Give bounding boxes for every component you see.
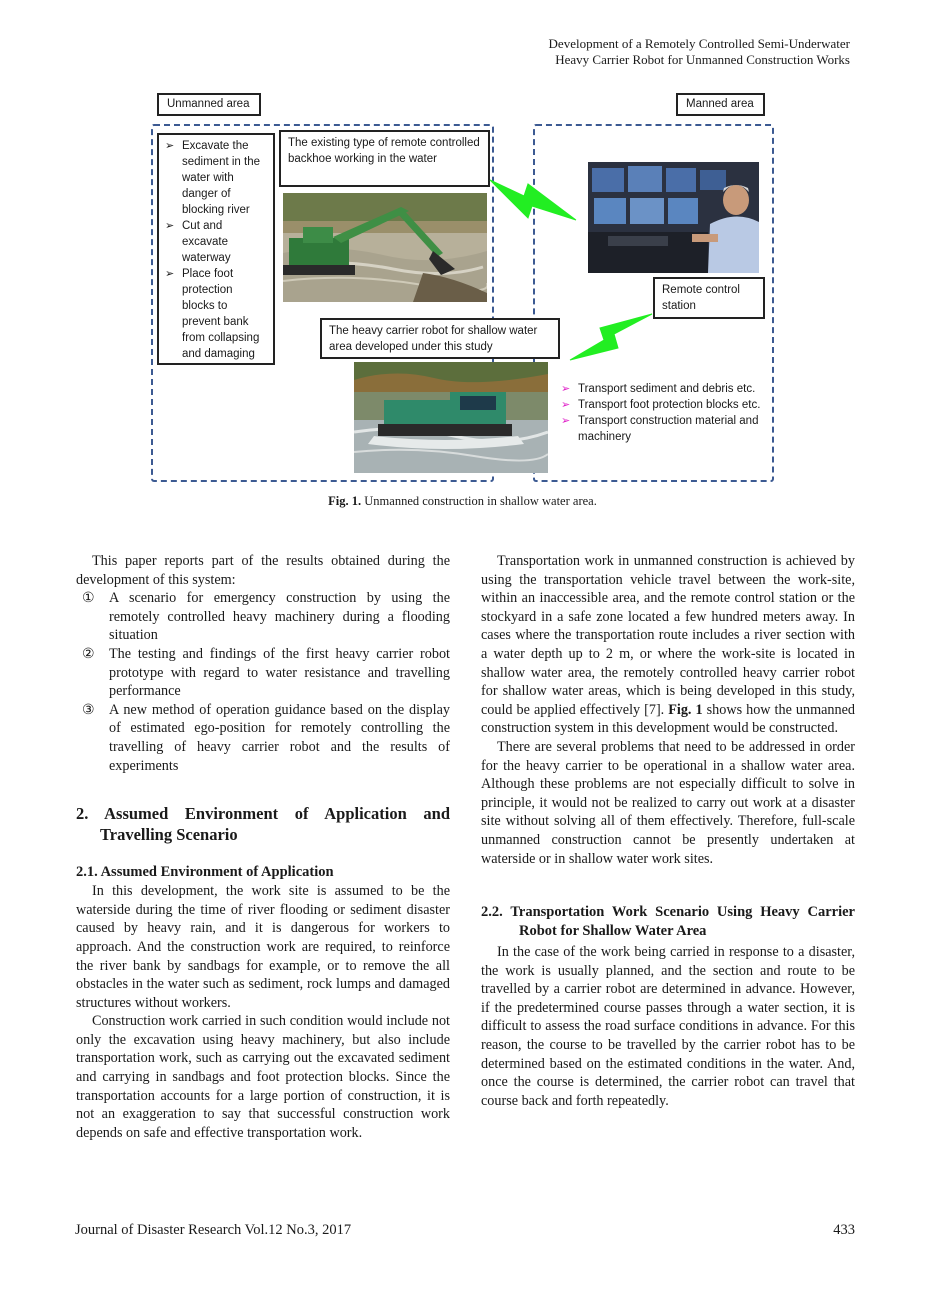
running-head-line-2: Heavy Carrier Robot for Unmanned Construction Works [555, 52, 850, 67]
journal-footer: Journal of Disaster Research Vol.12 No.3, 2017 [75, 1222, 352, 1238]
intro-paragraph: This paper reports part of the results obtained during the development of this system: [76, 553, 450, 588]
backhoe-callout: The existing type of remote controlled backhoe working in the water [279, 130, 490, 187]
carrier-robot-callout: The heavy carrier robot for shallow water area developed under this study [320, 318, 560, 359]
left-column [76, 552, 450, 1142]
transport-list [561, 381, 761, 445]
arrow-bullet-icon: ➢ [165, 140, 175, 152]
figure-caption-label: Fig. 1. [328, 494, 362, 508]
lightning-bolt-lower-icon [566, 312, 656, 362]
figure-reference[interactable]: Fig. 1 [668, 701, 703, 718]
paragraph: In the case of the work being carried in response to a disaster, the work is usually planned, and the section and route to be travelled by a carrier robot are determined in advance. However, if the predetermined course passes through a water section, it is difficult to assess the road surface conditions in advance. For this reason, the course to be travelled by the carrier robot has to be determined based on the estimated conditions in the water. And, once the course is determined, the carrier robot can travel that course back and forth repeatedly. [481, 944, 855, 1109]
manned-area-label: Manned area [676, 93, 765, 116]
paragraph: Transportation work in unmanned construction is achieved by using the transportation vehicle travel between the work-site, within an inaccessible area, and the remote control station or the stockyard in a safe zone located a few hundred meters away. In cases where the transportation route includes a river section with a water depth up to 2 m, or where the work-site is located in shallow water area, the remotely controlled heavy carrier robot for shallow water areas, which is being developed in this study, could be applied effectively [7]. Fig. 1 shows how the unmanned construction system in this development would be constructed. [481, 553, 855, 737]
transport-item: ➢ Transport foot protection blocks etc. [561, 399, 761, 411]
transport-item: ➢ Transport sediment and debris etc. [561, 383, 756, 395]
arrow-bullet-icon: ➢ [561, 383, 571, 395]
backhoe-illustration [283, 193, 487, 302]
figure-caption [0, 494, 925, 509]
arrow-bullet-icon: ➢ [561, 399, 571, 411]
paragraph: In this development, the work site is assumed to be the waterside during the time of river flooding or sediment disaster caused by heavy rain, and it is dangerous for workers to approach. And the construction work are required, to reinforce the river bank by sandbags for example, or to remove the all obstacles in the water such as sediment, rock lumps and damaged structures without workers. [76, 883, 450, 1011]
subsection-2-2-heading: 2.2. Transportation Work Scenario Using Heavy Carrier Robot for Shallow Water Area [481, 904, 855, 940]
arrow-bullet-icon: ➢ [561, 415, 571, 427]
task-item: ➢ Excavate the sediment in the water with danger of blocking river [165, 140, 260, 216]
tasks-list-box [157, 133, 275, 365]
item-number: ② [82, 645, 95, 662]
carrier-robot-illustration [354, 362, 548, 473]
paragraph: There are several problems that need to be addressed in order for the heavy carrier to be operational in a shallow water area. Although these problems are not especially difficult to solve in principle, it would not be realized to carry out work at a disaster site without solving all of them effectively. Therefore, full-scale unmanned construction cannot be presently undertaken at waterside or in shallow water work sites. [481, 738, 855, 867]
transport-item: ➢ Transport construction material and machinery [561, 415, 759, 443]
running-head-line-1: Development of a Remotely Controlled Semi-Underwater [548, 36, 850, 51]
task-item: ➢ Cut and excavate waterway [165, 220, 231, 264]
contribution-item-2: ② The testing and findings of the first heavy carrier robot prototype with regard to water resistance and travelling performance [82, 645, 450, 700]
lightning-bolt-upper-icon [488, 176, 580, 224]
carrier-robot-photo [354, 362, 548, 473]
page-number: 433 [833, 1222, 855, 1238]
section-2-heading: 2. Assumed Environment of Application and Travelling Scenario [76, 804, 450, 845]
arrow-bullet-icon: ➢ [165, 268, 175, 280]
arrow-bullet-icon: ➢ [165, 220, 175, 232]
contribution-item-1: ① A scenario for emergency construction by using the remotely controlled heavy machinery during a flooding situation [82, 590, 450, 644]
task-item: ➢ Place foot protection blocks to prevent bank from collapsing and damaging [165, 268, 260, 360]
running-head [549, 36, 850, 68]
backhoe-photo [283, 193, 487, 302]
figure-caption-text: Unmanned construction in shallow water area. [364, 494, 597, 508]
control-room-illustration [588, 162, 759, 273]
subsection-2-1-heading: 2.1. Assumed Environment of Application [76, 864, 334, 881]
right-column [481, 552, 855, 1110]
remote-control-station-label: Remote control station [653, 277, 765, 319]
unmanned-area-label: Unmanned area [157, 93, 261, 116]
item-number: ① [82, 590, 95, 607]
remote-station-photo [588, 162, 759, 273]
item-number: ③ [82, 701, 95, 718]
paragraph: Construction work carried in such condition would include not only the excavation using heavy machinery, but also include transportation work, such as carrying out the excavated sediment and carrying in sandbags and foot protection blocks. Since the transportation accounts for a large portion of construction, it is not an exaggeration to say that successful construction work depends on safe and effective transportation work. [76, 1013, 450, 1141]
contribution-item-3: ③ A new method of operation guidance based on the display of estimated ego-position for remotely controlling the travelling of heavy carrier robot and the results of experiments [82, 701, 450, 774]
